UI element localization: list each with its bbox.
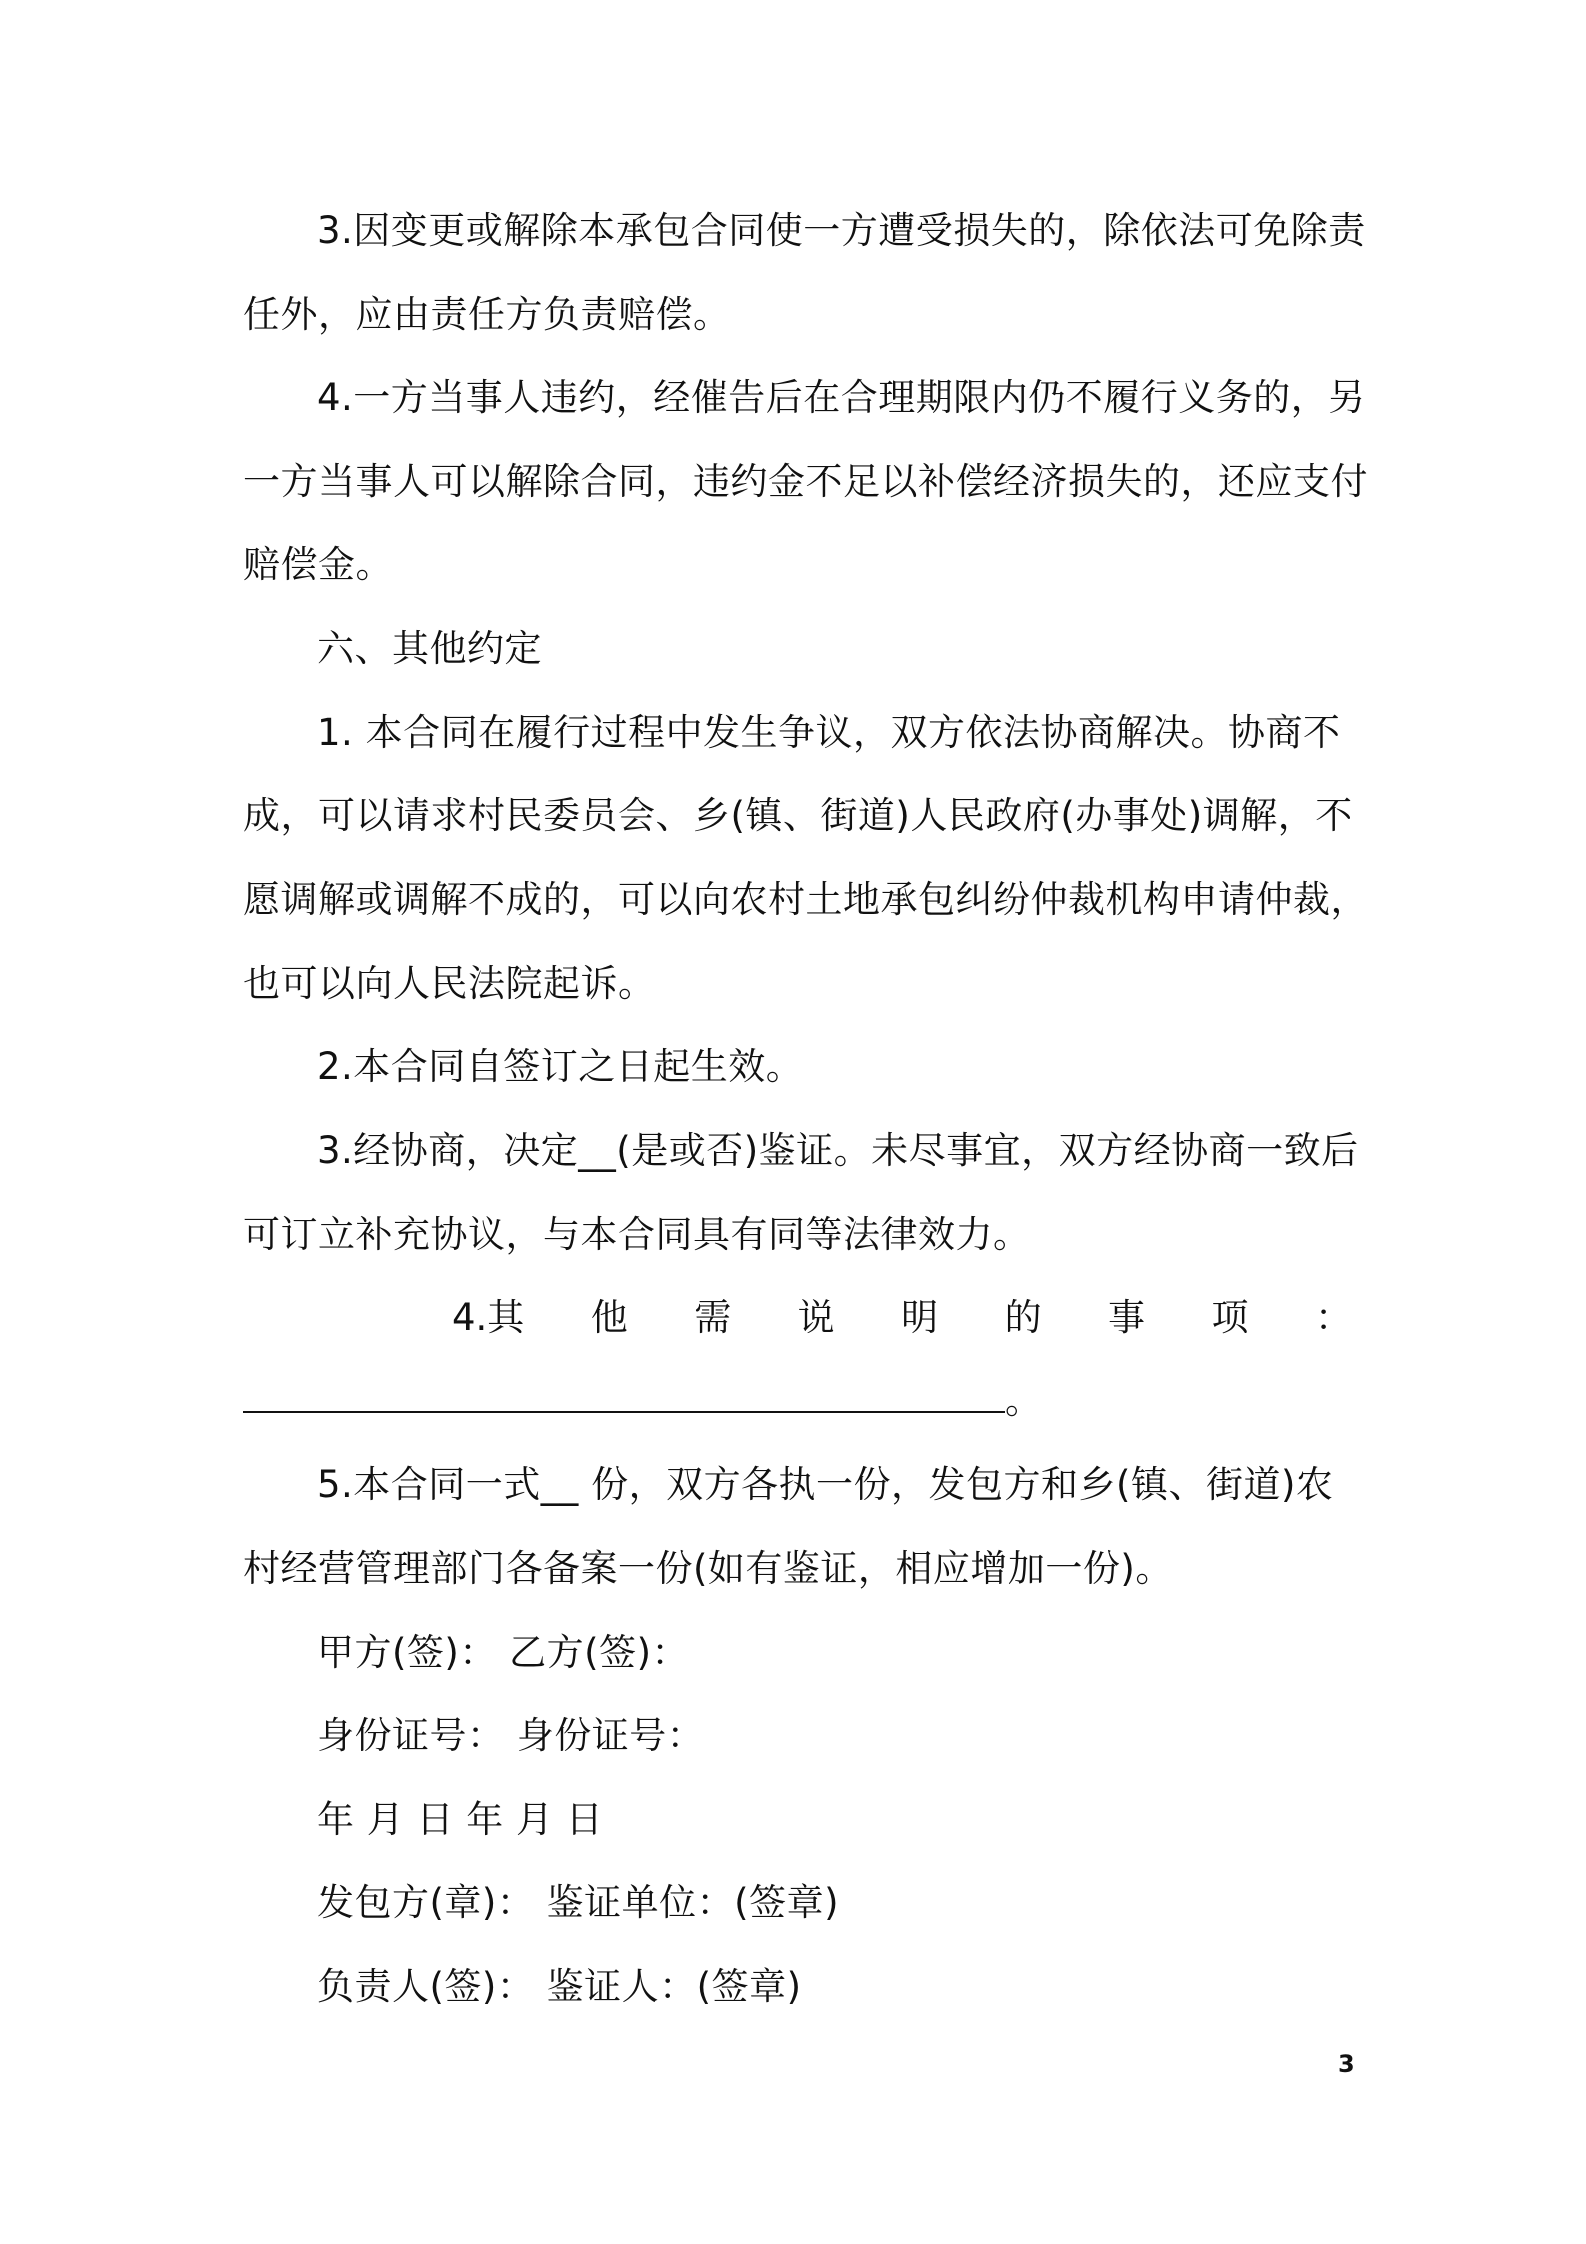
clause-6-4-char: 说 [797, 1296, 835, 1339]
clause-6-1-line-3: 愿调解或调解不成的，可以向农村土地承包纠纷仲裁机构申请仲裁， [243, 878, 1368, 921]
clause-6-1-line-4: 也可以向人民法院起诉。 [243, 962, 656, 1005]
clause-6-4-char: 4.其 [452, 1296, 525, 1339]
page-number: 3 [1338, 2050, 1355, 2078]
id-number-line: 身份证号： 身份证号： [317, 1714, 705, 1757]
clause-6-4-char: 事 [1108, 1296, 1146, 1339]
clause-5-3-line-2: 任外，应由责任方负责赔偿。 [243, 293, 731, 336]
clause-6-4-char: 需 [694, 1296, 732, 1339]
clause-6-1-line-1: 1. 本合同在履行过程中发生争议，双方依法协商解决。协商不 [317, 711, 1341, 754]
date-line: 年 月 日 年 月 日 [317, 1798, 604, 1841]
clause-6-2: 2.本合同自签订之日起生效。 [317, 1045, 804, 1088]
clause-5-4-line-3: 赔偿金。 [243, 543, 393, 586]
clause-6-4-char: 他 [590, 1296, 628, 1339]
clause-6-4-char: 明 [901, 1296, 939, 1339]
clause-6-4-heading [452, 1295, 1352, 1341]
clause-6-4-char: 的 [1004, 1296, 1042, 1339]
clause-6-3-line-2: 可订立补充协议，与本合同具有同等法律效力。 [243, 1213, 1031, 1256]
clause-6-4-char: ： [1314, 1296, 1352, 1339]
clause-6-1-line-2: 成，可以请求村民委员会、乡(镇、街道)人民政府(办事处)调解，不 [243, 794, 1353, 837]
responsible-person-line: 负责人(签)： 鉴证人：(签章) [317, 1965, 802, 2008]
clause-5-3-line-1: 3.因变更或解除本承包合同使一方遭受损失的，除依法可免除责 [317, 209, 1366, 252]
signature-party-line: 甲方(签)： 乙方(签)： [317, 1631, 690, 1674]
clause-6-5-line-2: 村经营管理部门各备案一份(如有鉴证，相应增加一份)。 [243, 1547, 1173, 1590]
seal-line: 发包方(章)： 鉴证单位：(签章) [317, 1881, 840, 1924]
clause-6-4-char: 项 [1211, 1296, 1249, 1339]
clause-5-4-line-2: 一方当事人可以解除合同，违约金不足以补偿经济损失的，还应支付 [243, 460, 1368, 503]
clause-6-4-blank [243, 1378, 1042, 1424]
section-heading-other: 六、其他约定 [317, 627, 542, 670]
clause-6-5-line-1: 5.本合同一式__ 份，双方各执一份，发包方和乡(镇、街道)农 [317, 1463, 1334, 1506]
fill-in-blank-rule [243, 1379, 1005, 1413]
clause-6-4-end: 。 [1005, 1379, 1042, 1422]
clause-6-3-line-1: 3.经协商，决定__(是或否)鉴证。未尽事宜，双方经协商一致后 [317, 1129, 1359, 1172]
clause-5-4-line-1: 4.一方当事人违约，经催告后在合理期限内仍不履行义务的，另 [317, 376, 1366, 419]
